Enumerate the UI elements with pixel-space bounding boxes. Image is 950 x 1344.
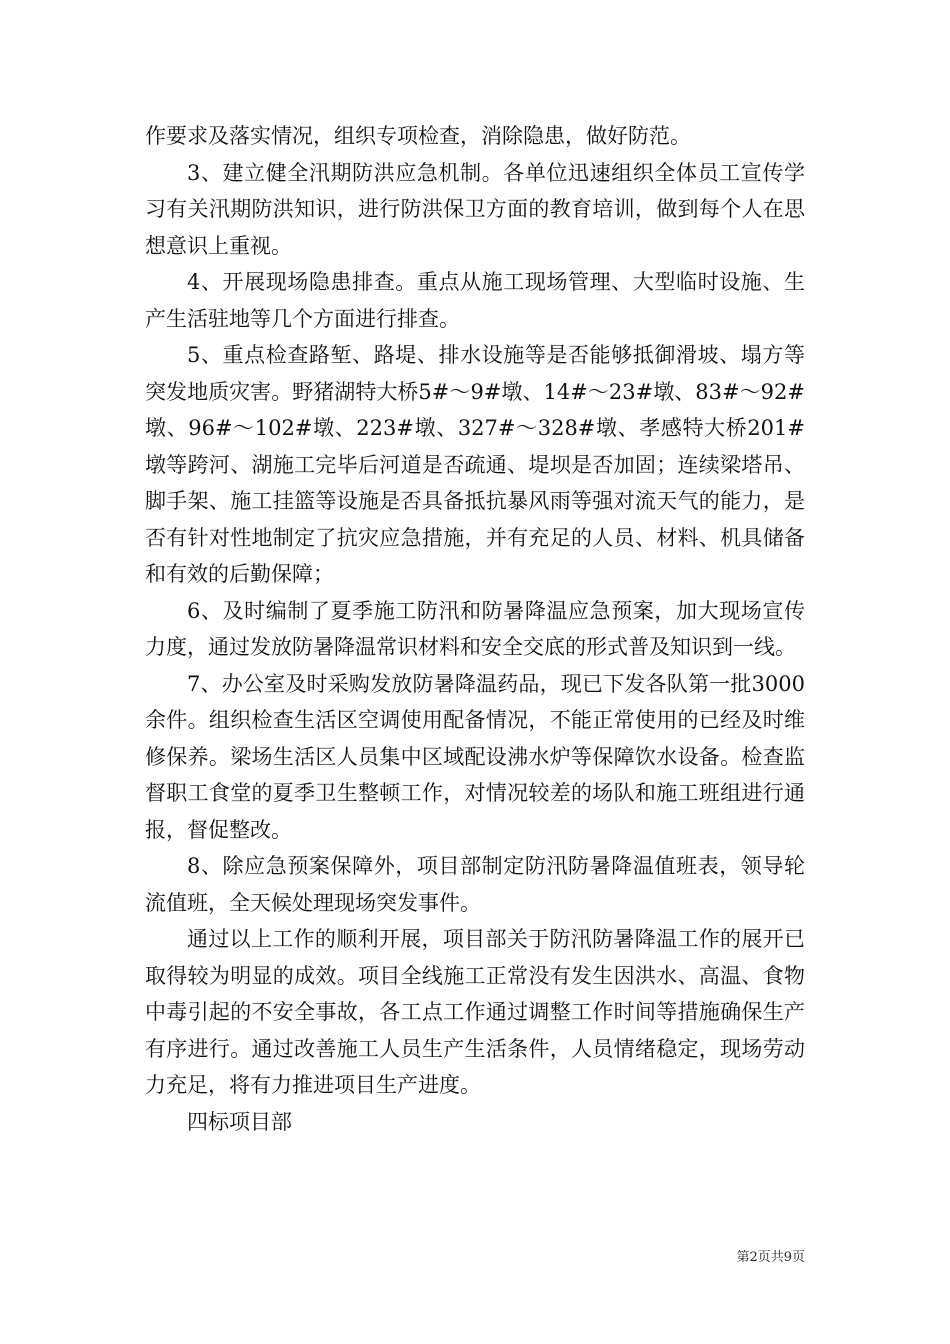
page-number: 第2页共9页: [736, 1250, 805, 1265]
paragraph-item-5: 5、重点检查路堑、路堤、排水设施等是否能够抵御滑坡、塌方等突发地质灾害。野猪湖特大桥5#～9#墩、14#～23#墩、83#～92#墩、96#～102#墩、223#墩、327#～328#墩、孝感特大桥201#墩等跨河、湖施工完毕后河道是否疏通、堤坝是否加固；连续梁塔吊、脚手架、施工挂篮等设施是否具备抵抗暴风雨等强对流天气的能力，是否有针对性地制定了抗灾应急措施，并有充足的人员、材料、机具储备和有效的后勤保障；: [145, 343, 805, 586]
paragraph-continuation: 作要求及落实情况，组织专项检查，消除隐患，做好防范。: [145, 124, 691, 148]
document-body: [145, 118, 805, 1140]
signature-department: 四标项目部: [187, 1109, 292, 1134]
paragraph-summary: 通过以上工作的顺利开展，项目部关于防汛防暑降温工作的展开已取得较为明显的成效。项目全线施工正常没有发生因洪水、高温、食物中毒引起的不安全事故，各工点工作通过调整工作时间等措施确保生产有序进行。通过改善施工人员生产生活条件，人员情绪稳定，现场劳动力充足，将有力推进项目生产进度。: [145, 927, 805, 1097]
paragraph-item-4: 4、开展现场隐患排查。重点从施工现场管理、大型临时设施、生产生活驻地等几个方面进行排查。: [145, 270, 805, 331]
paragraph-item-3: 3、建立健全汛期防洪应急机制。各单位迅速组织全体员工宣传学习有关汛期防洪知识，进行防洪保卫方面的教育培训，做到每个人在思想意识上重视。: [145, 160, 805, 258]
paragraph-item-8: 8、除应急预案保障外，项目部制定防汛防暑降温值班表，领导轮流值班，全天候处理现场突发事件。: [145, 854, 805, 915]
paragraph-item-7: 7、办公室及时采购发放防暑降温药品，现已下发各队第一批3000余件。组织检查生活区空调使用配备情况，不能正常使用的已经及时维修保养。梁场生活区人员集中区域配设沸水炉等保障饮水设备。检查监督职工食堂的夏季卫生整顿工作，对情况较差的场队和施工班组进行通报，督促整改。: [145, 671, 805, 842]
paragraph-item-6: 6、及时编制了夏季施工防汛和防暑降温应急预案，加大现场宣传力度，通过发放防暑降温常识材料和安全交底的形式普及知识到一线。: [145, 598, 805, 659]
